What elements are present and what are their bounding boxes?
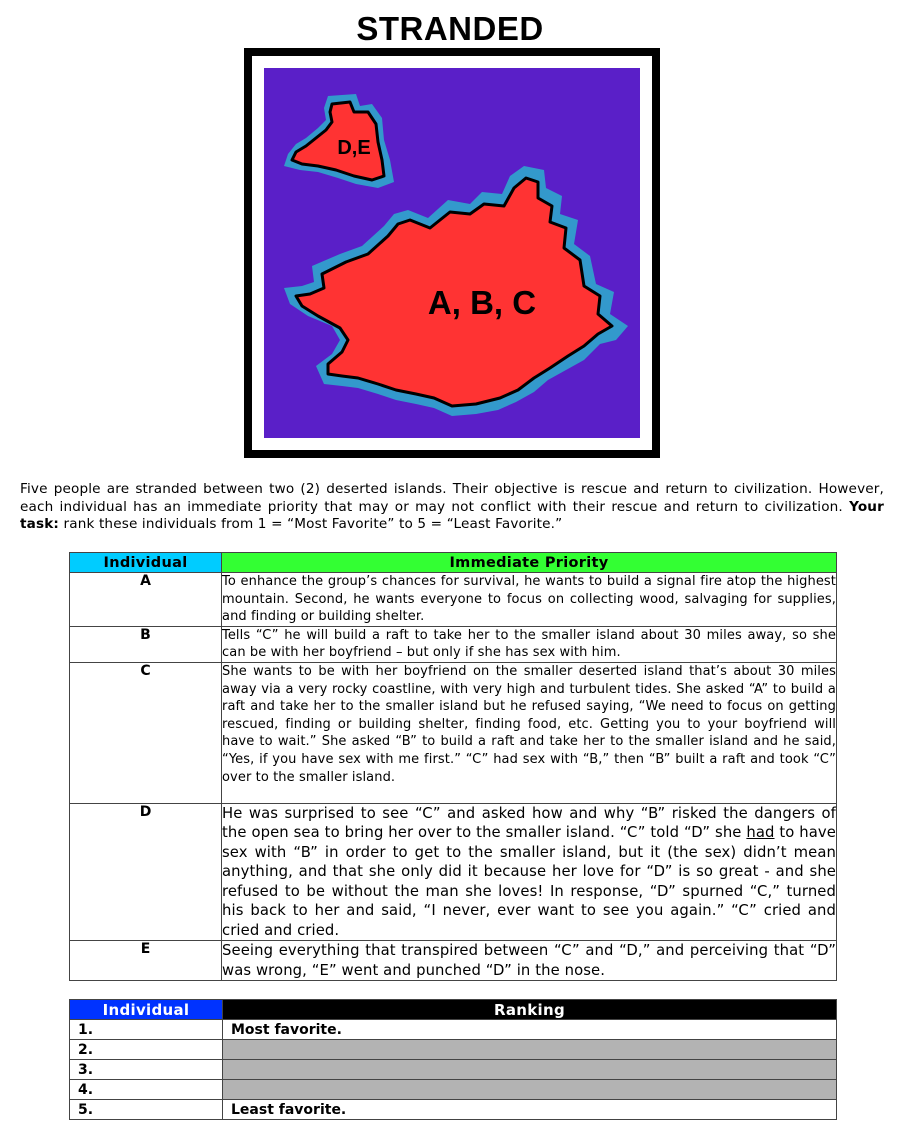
priority-text: To enhance the group’s chances for survival, he wants to build a signal fire atop the highest mountain. Second, he wants everyone to focus on collecting wood, salvaging for supplies, and finding or building shelter. [222, 573, 837, 627]
ranking-table [69, 999, 837, 1120]
small-island-label: D,E [337, 137, 371, 159]
intro-paragraph [20, 481, 884, 534]
priority-text-part: He was surprised to see “C” and asked how and why “B” risked the dangers of the open sea to bring her over to the smaller island. “C” told “D” she [222, 804, 836, 842]
ranking-header-row [70, 1000, 837, 1020]
rank-number: 2. [70, 1040, 223, 1060]
individual-id: C [70, 662, 222, 803]
rank-cell[interactable]: Least favorite. [223, 1100, 837, 1120]
priority-text: Seeing everything that transpired between “C” and “D,” and perceiving that “D” was wrong, “E” went and punched “D” in the nose. [222, 942, 836, 979]
table-row [70, 1080, 837, 1100]
rank-cell[interactable] [223, 1060, 837, 1080]
island-map-graphic [244, 48, 660, 458]
task-text: rank these individuals from 1 = “Most Favorite” to 5 = “Least Favorite.” [59, 516, 563, 532]
individual-id: D [70, 803, 222, 941]
priority-table [69, 552, 837, 981]
page-title: STRANDED [356, 10, 544, 47]
table-row [70, 573, 837, 627]
individual-id: B [70, 626, 222, 662]
priority-text: She wants to be with her boyfriend on the smaller deserted island that’s about 30 miles away via a very rocky coastline, with very high and turbulent tides. She asked “A” to build a raft and take her to the smaller island but he refused saying, “We need to focus on getting rescued, finding or building shelter, finding food, etc. Getting you to your boyfriend will have to wait.” She asked “B” to build a raft and take her to the smaller island and he said, “Yes, if you have sex with me first.” “C” had sex with “B,” then “B” built a raft and took “C” over to the smaller island. [222, 662, 837, 803]
individual-id: E [70, 941, 222, 981]
table-row [70, 1060, 837, 1080]
table-row [70, 662, 837, 803]
priority-header: Immediate Priority [222, 553, 837, 573]
rank-number: 5. [70, 1100, 223, 1120]
individual-header: Individual [70, 553, 222, 573]
rank-cell[interactable] [223, 1080, 837, 1100]
rank-number: 4. [70, 1080, 223, 1100]
priority-text: Tells “C” he will build a raft to take her to the smaller island about 30 miles away, so she can be with her boyfriend – but only if she has sex with him. [222, 626, 837, 662]
table-row [70, 1020, 837, 1040]
table-row [70, 626, 837, 662]
priority-header-row [70, 553, 837, 573]
individual-id: A [70, 573, 222, 627]
priority-text [222, 803, 837, 941]
large-island-label: A, B, C [427, 284, 537, 321]
intro-text: Five people are stranded between two (2) deserted islands. Their objective is rescue and return to civilization. However, each individual has an immediate priority that may or may not conflict with their rescue and return to civilization. [20, 481, 884, 515]
rank-cell[interactable]: Most favorite. [223, 1020, 837, 1040]
table-row [70, 1040, 837, 1060]
table-row [70, 1100, 837, 1120]
rank-cell[interactable] [223, 1040, 837, 1060]
table-row [70, 803, 837, 941]
ranking-header: Ranking [223, 1000, 837, 1020]
priority-text-part: to have sex with “B” in order to get to the smaller island, but it (the sex) didn’t mean anything, and that she only did it because her love for “D” is so great - and she refused to be without the man she loves! In response, “D” spurned “C,” turned his back to her and said, “I never, ever want to see you again.” “C” cried and cried and cried. [222, 824, 836, 939]
priority-text-emphasis: had [746, 824, 775, 842]
task-label: Your task: [20, 498, 884, 532]
rank-number: 3. [70, 1060, 223, 1080]
ranking-individual-header: Individual [70, 1000, 223, 1020]
rank-number: 1. [70, 1020, 223, 1040]
table-row [70, 941, 837, 981]
island-map [244, 48, 660, 458]
